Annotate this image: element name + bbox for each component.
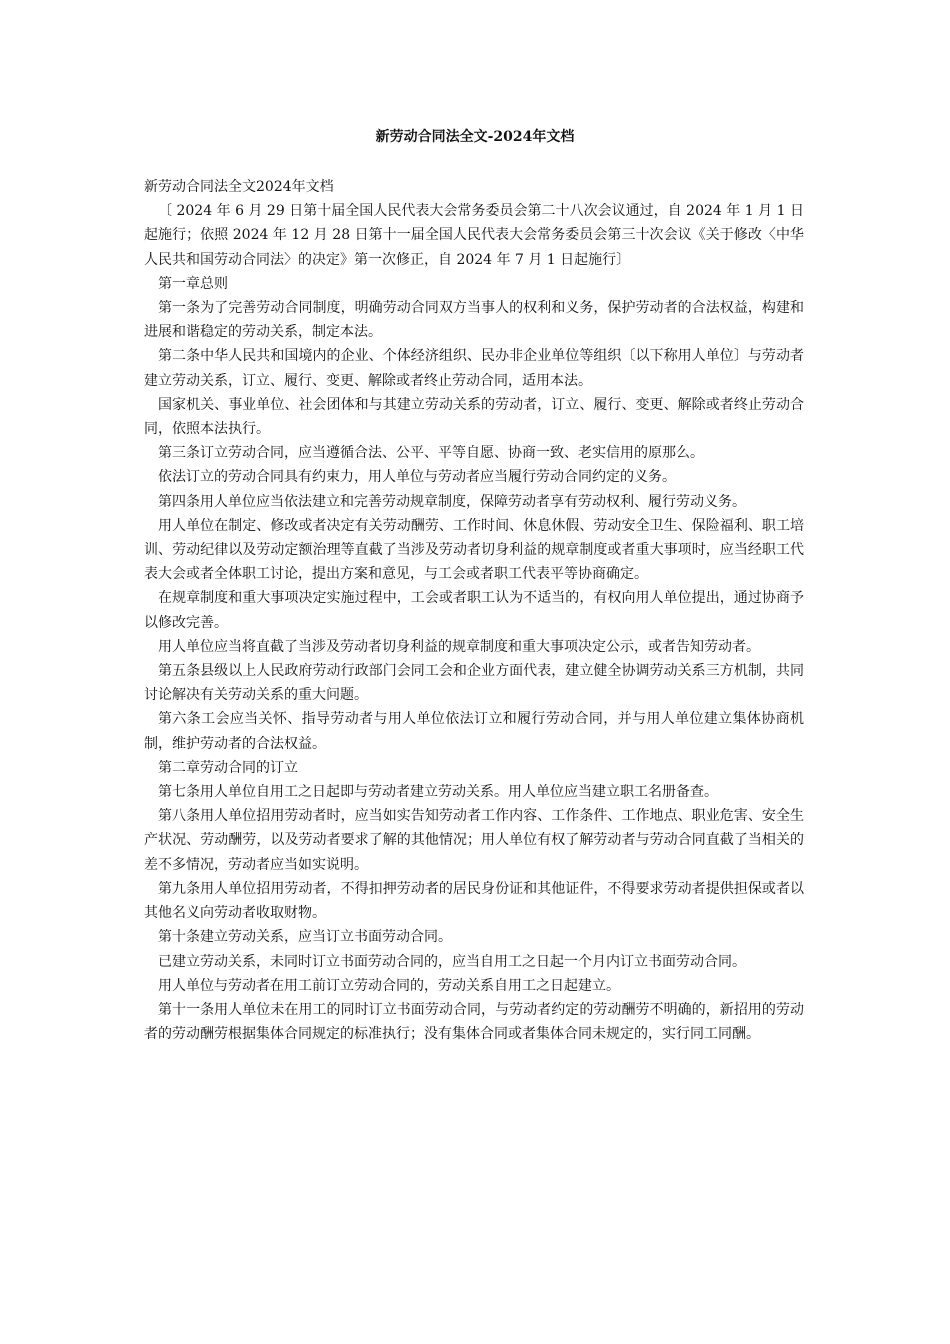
document-title: 新劳动合同法全文-2024年文档 — [375, 129, 575, 145]
article-paragraph: 国家机关、事业单位、社会团体和与其建立劳动关系的劳动者，订立、履行、变更、解除或者终止劳动合同，依照本法执行。 — [144, 396, 804, 438]
chapter-heading: 第二章劳动合同的订立 — [158, 759, 298, 776]
document-subtitle: 新劳动合同法全文2024年文档 — [144, 179, 334, 195]
article-paragraph: 第七条用人单位自用工之日起即与劳动者建立劳动关系。用人单位应当建立职工名册备查。 — [158, 784, 718, 801]
article-paragraph: 第十一条用人单位未在用工的同时订立书面劳动合同，与劳动者约定的劳动酬劳不明确的，新招用的劳动者的劳动酬劳根据集体合同规定的标准执行；没有集体合同或者集体合同未规定的，实行同工同酬。 — [144, 1001, 804, 1043]
article-paragraph: 第九条用人单位招用劳动者，不得扣押劳动者的居民身份证和其他证件，不得要求劳动者提供担保或者以其他名义向劳动者收取财物。 — [144, 880, 804, 922]
preamble-paragraph: 〔 2024 年 6 月 29 日第十届全国人民代表大会常务委员会第二十八次会议通过，自 2024 年 1 月 1 日起施行；依照 2024 年 12 月 28 日第十一届全国人民代表大会常务委员会第三十次会议《关于修改〈中华人民共和国劳动合同法〉的决定》第一次修正，自 2024 年 7 月 1 日起施行〕 — [144, 203, 804, 268]
article-paragraph: 第一条为了完善劳动合同制度，明确劳动合同双方当事人的权利和义务，保护劳动者的合法权益，构建和进展和谐稳定的劳动关系，制定本法。 — [144, 300, 804, 341]
article-paragraph: 第二条中华人民共和国境内的企业、个体经济组织、民办非企业单位等组织〔以下称用人单位〕与劳动者建立劳动关系，订立、履行、变更、解除或者终止劳动合同，适用本法。 — [144, 348, 804, 389]
article-paragraph: 用人单位应当将直截了当涉及劳动者切身利益的规章制度和重大事项决定公示，或者告知劳动者。 — [158, 638, 760, 655]
article-paragraph: 第八条用人单位招用劳动者时，应当如实告知劳动者工作内容、工作条件、工作地点、职业危害、安全生产状况、劳动酬劳，以及劳动者要求了解的其他情况；用人单位有权了解劳动者与劳动合同直截了当相关的差不多情况，劳动者应当如实说明。 — [144, 808, 804, 873]
article-paragraph: 用人单位与劳动者在用工前订立劳动合同的，劳动关系自用工之日起建立。 — [158, 977, 620, 994]
article-paragraph: 依法订立的劳动合同具有约束力，用人单位与劳动者应当履行劳动合同约定的义务。 — [158, 469, 676, 486]
article-paragraph: 第六条工会应当关怀、指导劳动者与用人单位依法订立和履行劳动合同，并与用人单位建立集体协商机制，维护劳动者的合法权益。 — [144, 711, 804, 752]
article-paragraph: 第三条订立劳动合同，应当遵循合法、公平、平等自愿、协商一致、老实信用的原那么。 — [158, 445, 704, 462]
article-paragraph: 第四条用人单位应当依法建立和完善劳动规章制度，保障劳动者享有劳动权利、履行劳动义务。 — [158, 493, 746, 510]
article-paragraph: 用人单位在制定、修改或者决定有关劳动酬劳、工作时间、休息休假、劳动安全卫生、保险福利、职工培训、劳动纪律以及劳动定额治理等直截了当涉及劳动者切身利益的规章制度或者重大事项时，应当经职工代表大会或者全体职工讨论，提出方案和意见，与工会或者职工代表平等协商确定。 — [144, 517, 804, 583]
article-paragraph: 第五条县级以上人民政府劳动行政部门会同工会和企业方面代表，建立健全协调劳动关系三方机制，共同讨论解决有关劳动关系的重大问题。 — [144, 663, 804, 704]
article-paragraph: 第十条建立劳动关系，应当订立书面劳动合同。 — [158, 929, 452, 946]
document-body — [144, 175, 804, 1046]
chapter-heading: 第一章总则 — [158, 275, 228, 292]
article-paragraph: 在规章制度和重大事项决定实施过程中，工会或者职工认为不适当的，有权向用人单位提出，通过协商予以修改完善。 — [144, 590, 804, 631]
article-paragraph: 已建立劳动关系，未同时订立书面劳动合同的，应当自用工之日起一个月内订立书面劳动合同。 — [158, 953, 746, 970]
